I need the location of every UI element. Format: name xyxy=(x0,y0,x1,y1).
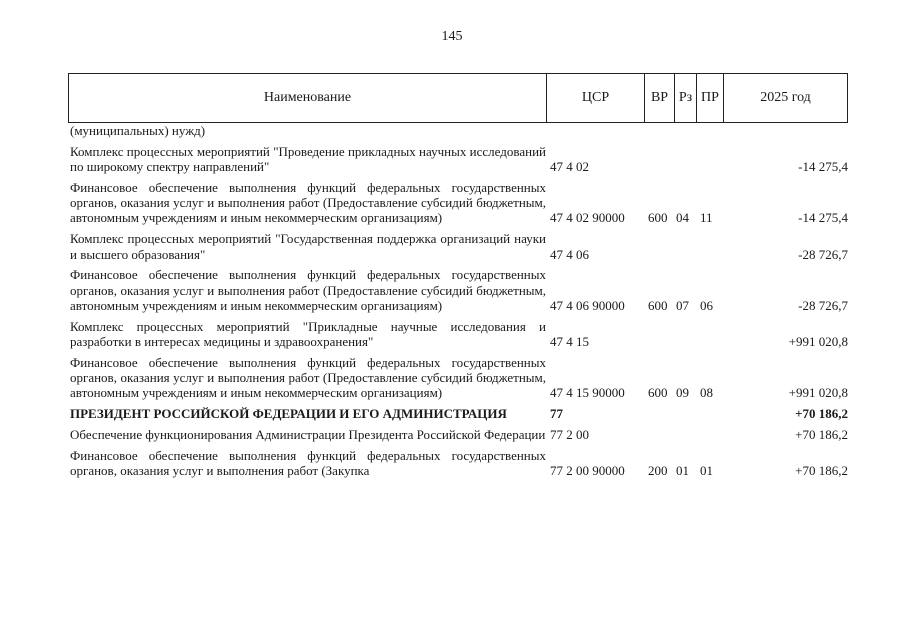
row-amount: -28 726,7 xyxy=(798,297,848,313)
row-vr: 600 xyxy=(648,210,668,226)
row-csr: 47 4 06 xyxy=(550,246,589,262)
row-rz: 01 xyxy=(676,463,689,479)
row-vr: 600 xyxy=(648,297,668,313)
row-amount: +991 020,8 xyxy=(788,385,848,401)
row-pr: 06 xyxy=(700,297,713,313)
row-csr: 77 xyxy=(550,406,563,422)
row-amount: +70 186,2 xyxy=(795,406,848,422)
row-vr: 200 xyxy=(648,463,668,479)
row-amount: +70 186,2 xyxy=(795,463,848,479)
table-row xyxy=(70,144,848,175)
row-amount: +70 186,2 xyxy=(795,427,848,443)
table-row xyxy=(70,267,848,313)
row-amount: -14 275,4 xyxy=(798,159,848,175)
row-name: Финансовое обеспечение выполнения функций федеральных государственных органов, оказания услуг и выполнения работ (Закупка xyxy=(70,447,546,479)
row-csr: 77 2 00 xyxy=(550,427,589,443)
row-rz: 07 xyxy=(676,297,689,313)
row-pr: 01 xyxy=(700,463,713,479)
table-row xyxy=(70,231,848,262)
table-row xyxy=(70,180,848,226)
row-csr: 47 4 02 90000 xyxy=(550,210,625,226)
row-amount: -14 275,4 xyxy=(798,210,848,226)
budget-table-body xyxy=(70,123,848,484)
table-row xyxy=(70,355,848,401)
row-name: Финансовое обеспечение выполнения функций федеральных государственных органов, оказания услуг и выполнения работ (Предоставление субсидий бюджетным, автономным учреждениям и иным некоммерческим организациям) xyxy=(70,267,546,313)
page-number: 145 xyxy=(441,29,463,44)
row-vr: 600 xyxy=(648,385,668,401)
row-rz: 09 xyxy=(676,385,689,401)
row-name: (муниципальных) нужд) xyxy=(70,123,206,138)
header-vr: ВР xyxy=(645,74,675,122)
table-header xyxy=(68,73,848,123)
header-csr: ЦСР xyxy=(547,74,645,122)
row-name: Финансовое обеспечение выполнения функций федеральных государственных органов, оказания услуг и выполнения работ (Предоставление субсидий бюджетным, автономным учреждениям и иным некоммерческим организациям) xyxy=(70,354,546,401)
header-pr: ПР xyxy=(697,74,724,122)
row-name: Финансовое обеспечение выполнения функций федеральных государственных органов, оказания услуг и выполнения работ (Предоставление субсидий бюджетным, автономным учреждениям и иным некоммерческим организациям) xyxy=(70,179,546,226)
row-csr: 77 2 00 90000 xyxy=(550,463,625,479)
row-csr: 47 4 06 90000 xyxy=(550,297,625,313)
row-csr: 47 4 02 xyxy=(550,159,589,175)
row-csr: 47 4 15 90000 xyxy=(550,385,625,401)
row-pr: 11 xyxy=(700,210,713,226)
row-name: Обеспечение функционирования Администрации Президента Российской Федерации xyxy=(70,427,546,443)
table-row xyxy=(70,319,848,350)
row-amount: +991 020,8 xyxy=(788,334,848,350)
table-row xyxy=(70,123,848,138)
row-pr: 08 xyxy=(700,385,713,401)
table-row-section-total xyxy=(70,406,848,421)
table-row xyxy=(70,448,848,479)
row-name: ПРЕЗИДЕНТ РОССИЙСКОЙ ФЕДЕРАЦИИ И ЕГО АДМИНИСТРАЦИЯ xyxy=(70,406,507,422)
header-year: 2025 год xyxy=(760,90,811,105)
header-name: Наименование xyxy=(69,74,547,122)
row-csr: 47 4 15 xyxy=(550,334,589,350)
row-name: Комплекс процессных мероприятий "Проведение прикладных научных исследований по широкому спектру направлений" xyxy=(70,143,546,175)
row-name: Комплекс процессных мероприятий "Государственная поддержка организаций науки и высшего образования" xyxy=(70,231,546,262)
row-amount: -28 726,7 xyxy=(798,246,848,262)
header-rz: Рз xyxy=(675,74,697,122)
row-name: Комплекс процессных мероприятий "Прикладные научные исследования и разработки в интересах медицины и здравоохранения" xyxy=(70,318,546,350)
row-rz: 04 xyxy=(676,210,689,226)
table-row xyxy=(70,427,848,442)
